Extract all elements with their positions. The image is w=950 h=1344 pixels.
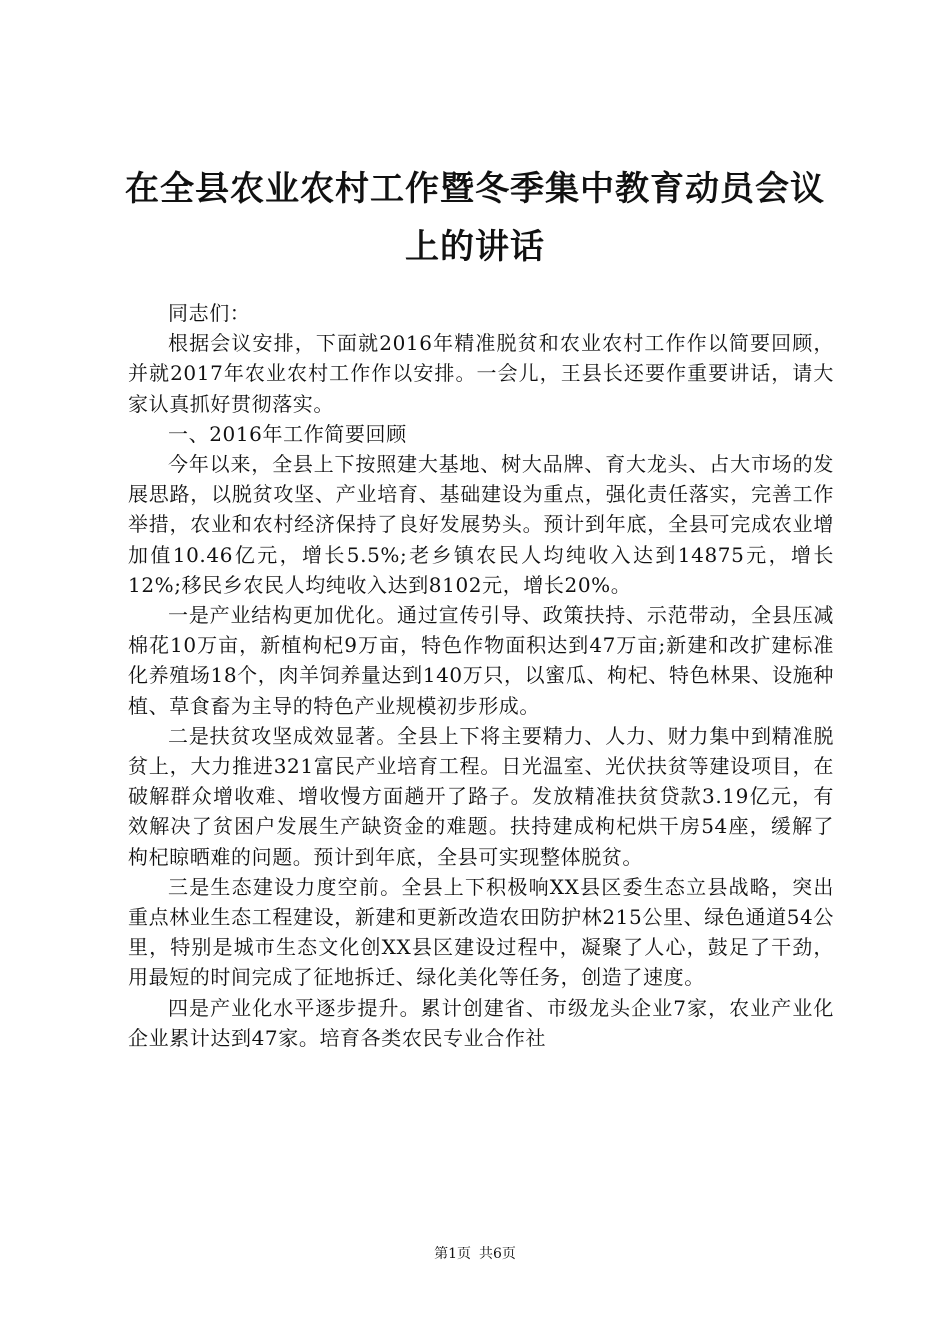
page-footer xyxy=(0,1244,950,1264)
body-paragraph: 二是扶贫攻坚成效显著。全县上下将主要精力、人力、财力集中到精准脱贫上，大力推进321富民产业培育工程。日光温室、光伏扶贫等建设项目，在破解群众增收难、增收慢方面趟开了路子。发放精准扶贫贷款3.19亿元，有效解决了贫困户发展生产缺资金的难题。扶持建成枸杞烘干房54座，缓解了枸杞晾晒难的问题。预计到年底，全县可实现整体脱贫。 xyxy=(128,723,834,869)
intro-paragraph: 根据会议安排，下面就2016年精准脱贫和农业农村工作作以简要回顾，并就2017年农业农村工作作以安排。一会儿，王县长还要作重要讲话，请大家认真抓好贯彻落实。 xyxy=(128,331,834,416)
title-line-1: 在全县农业农村工作暨冬季集中教育动员会议 xyxy=(125,169,825,209)
document-body xyxy=(128,298,834,1053)
body-paragraph: 三是生态建设力度空前。全县上下积极响XX县区委生态立县战略，突出重点林业生态工程建设，新建和更新改造农田防护林215公里、绿色通道54公里，特别是城市生态文化创XX县区建设过程中，凝聚了人心，鼓足了干劲，用最短的时间完成了征地拆迁、绿化美化等任务，创造了速度。 xyxy=(128,874,834,990)
body-paragraph: 四是产业化水平逐步提升。累计创建省、市级龙头企业7家，农业产业化企业累计达到47家。培育各类农民专业合作社 xyxy=(128,995,834,1050)
section-heading: 一、2016年工作简要回顾 xyxy=(168,421,407,446)
document-title xyxy=(110,160,840,276)
page-number: 第1页 xyxy=(434,1246,471,1262)
salutation: 同志们： xyxy=(168,301,251,325)
body-paragraph: 一是产业结构更加优化。通过宣传引导、政策扶持、示范带动，全县压减棉花10万亩，新植枸杞9万亩，特色作物面积达到47万亩;新建和改扩建标准化养殖场18个，肉羊饲养量达到140万只，以蜜瓜、枸杞、特色林果、设施种植、草食畜为主导的特色产业规模初步形成。 xyxy=(128,603,834,718)
title-line-2: 上的讲话 xyxy=(405,227,545,267)
body-paragraph: 今年以来，全县上下按照建大基地、树大品牌、育大龙头、占大市场的发展思路，以脱贫攻坚、产业培育、基础建设为重点，强化责任落实，完善工作举措，农业和农村经济保持了良好发展势头。预计到年底，全县可完成农业增加值10.46亿元，增长5.5%;老乡镇农民人均纯收入达到14875元，增长12%;移民乡农民人均纯收入达到8102元，增长20%。 xyxy=(128,452,834,597)
page-total: 共6页 xyxy=(479,1246,516,1262)
